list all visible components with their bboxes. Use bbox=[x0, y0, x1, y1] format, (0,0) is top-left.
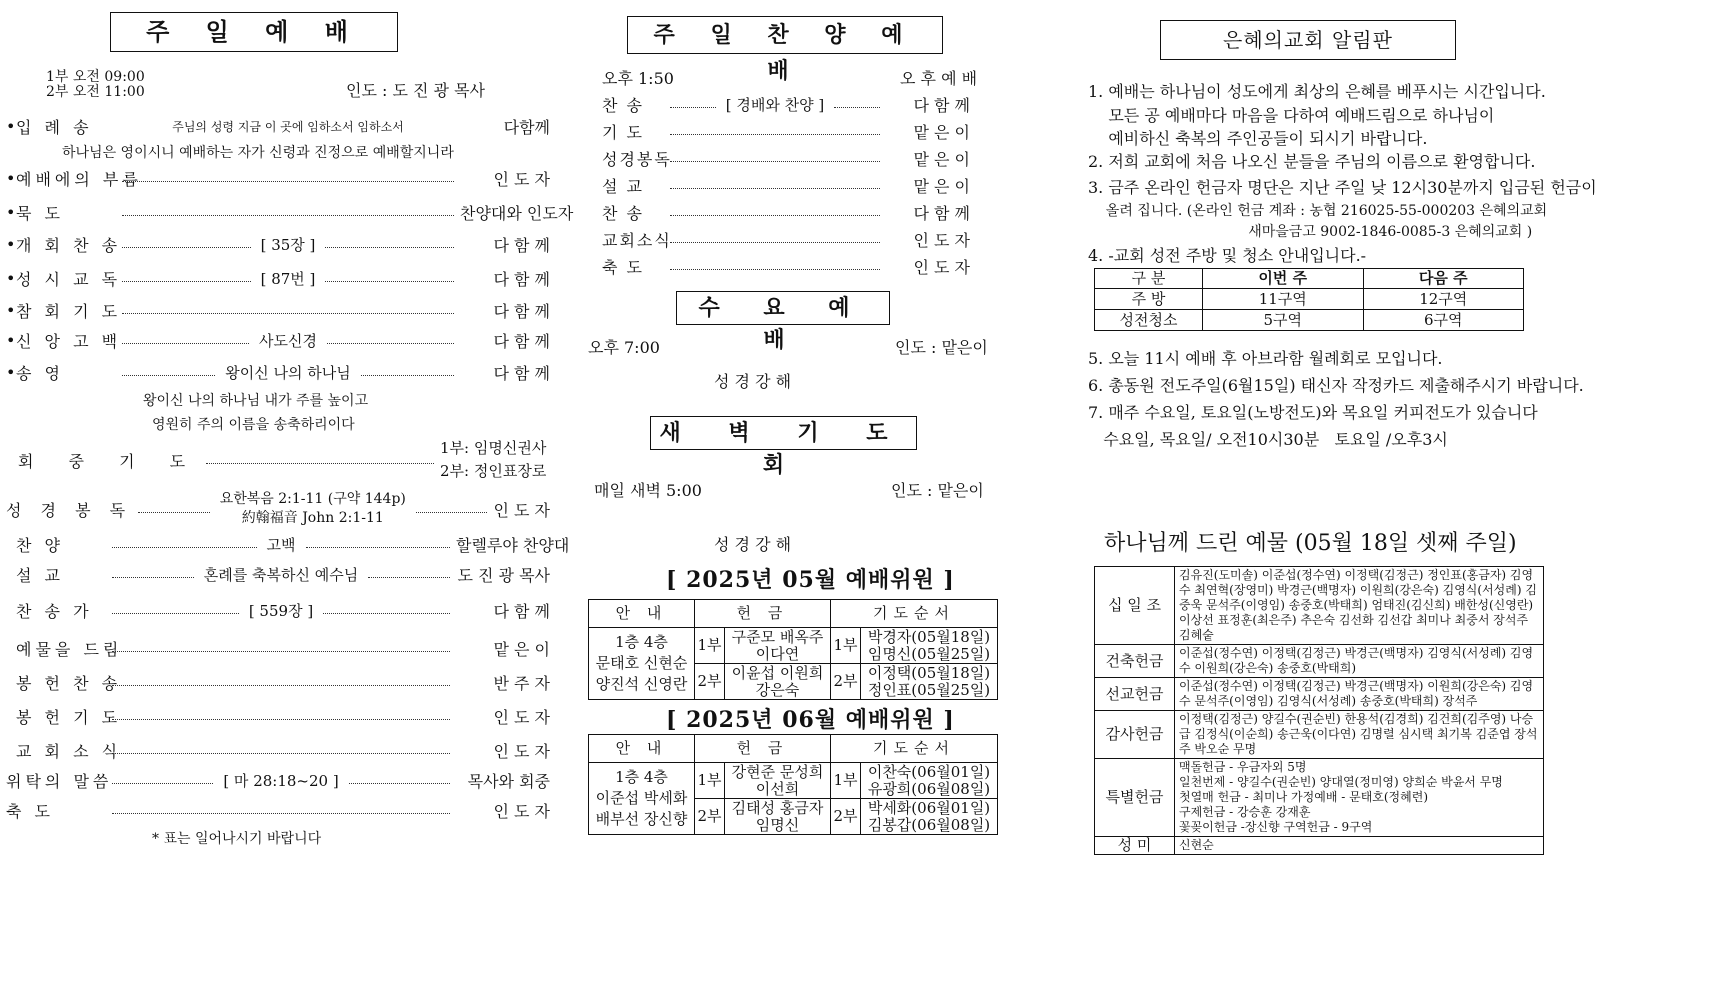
clean-cell: 성전청소 bbox=[1095, 310, 1203, 331]
prayer-cell: 박경자(05월18일) 임명신(05월25일) bbox=[861, 628, 998, 664]
part-cell: 1부 bbox=[695, 763, 725, 799]
order-item bbox=[6, 532, 570, 556]
order-item bbox=[6, 200, 574, 224]
dotted-leader bbox=[670, 188, 880, 189]
clean-cell: 주 방 bbox=[1095, 289, 1203, 310]
offering-row bbox=[1095, 645, 1544, 678]
order-label: 송 영 bbox=[16, 363, 64, 383]
header-prayer: 기도순서 bbox=[831, 600, 998, 628]
offering-type: 십 일 조 bbox=[1095, 567, 1175, 645]
order-item bbox=[6, 360, 550, 384]
order-item bbox=[6, 266, 550, 290]
part-cell: 2부 bbox=[695, 799, 725, 835]
order-who: 맡 은 이 bbox=[493, 639, 550, 659]
stand-marker: • bbox=[6, 330, 16, 350]
order-who: 인 도 자 bbox=[913, 230, 970, 250]
clean-cell: 12구역 bbox=[1363, 289, 1524, 310]
prayer-cell: 이정택(05월18일) 정인표(05월25일) bbox=[861, 664, 998, 700]
offering-names: 이준섭(정수연) 이정택(김정근) 박경근(백명자) 김영식(서성례) 김영수 이원희(강은숙) 송중호(박태희) bbox=[1175, 645, 1544, 678]
dotted-leader bbox=[416, 512, 488, 513]
order-content: 사도신경 bbox=[259, 331, 317, 350]
guide-line: 1층 4층 bbox=[615, 768, 668, 786]
offering-cell: 이윤섭 이원희 강은숙 bbox=[725, 664, 831, 700]
clean-cell: 11구역 bbox=[1203, 289, 1364, 310]
order-who: 인 도 자 bbox=[493, 500, 551, 520]
scripture-line-2: 約翰福音 John 2:1-11 bbox=[241, 510, 384, 526]
order-label: 축 도 bbox=[6, 801, 54, 821]
offering-names bbox=[1175, 759, 1544, 837]
header-offering: 헌 금 bbox=[695, 600, 831, 628]
order-label: 봉 헌 찬 송 bbox=[16, 673, 122, 693]
order-label: 위탁의 말씀 bbox=[6, 771, 113, 791]
offering-row bbox=[1095, 567, 1544, 645]
order-item bbox=[602, 119, 970, 143]
part-cell: 2부 bbox=[831, 799, 861, 835]
afternoon-column bbox=[588, 0, 1120, 989]
prayer-cell: 박세화(06월01일) 김봉갑(06월08일) bbox=[861, 799, 998, 835]
order-item bbox=[602, 227, 970, 251]
offering-names: 이준섭(정수연) 이정택(김정근) 박경근(백명자) 이원희(강은숙) 김영수 문석주(이영임) 김영식(서성례) 송중호(박태희) 장석주 bbox=[1175, 678, 1544, 711]
dotted-leader bbox=[122, 247, 251, 248]
part-cell: 2부 bbox=[831, 664, 861, 700]
order-who: 인 도 자 bbox=[493, 169, 550, 189]
order-label: 교회소식 bbox=[602, 230, 672, 250]
order-content: [ 경배와 찬양 ] bbox=[725, 95, 825, 114]
order-who: 인 도 자 bbox=[913, 257, 970, 277]
intro-verse: 하나님은 영이시니 예배하는 자가 신령과 진정으로 예배할지니라 bbox=[62, 145, 454, 161]
dotted-leader bbox=[361, 375, 454, 376]
header-prayer: 기도순서 bbox=[831, 735, 998, 763]
dotted-leader bbox=[670, 242, 880, 243]
stand-marker: • bbox=[6, 300, 16, 320]
order-label: 참 회 기 도 bbox=[16, 301, 122, 321]
offering-type: 특별헌금 bbox=[1095, 759, 1175, 837]
order-who: 반 주 자 bbox=[493, 673, 550, 693]
guide-line: 1층 4층 bbox=[615, 633, 668, 651]
order-item bbox=[602, 92, 970, 116]
offering-cell: 김태성 홍금자 임명신 bbox=[725, 799, 831, 835]
order-who: 다 함 께 bbox=[493, 331, 550, 351]
offerings-title: 하나님께 드린 예물 (05월 18일 셋째 주일) bbox=[1104, 531, 1517, 556]
order-who: 인 도 자 bbox=[493, 801, 550, 821]
order-content: [ 559장 ] bbox=[248, 601, 314, 620]
order-item bbox=[6, 670, 550, 694]
may-committee-title: [ 2025년 05월 예배위원 ] bbox=[666, 567, 955, 593]
guide-line: 문태호 신현순 bbox=[595, 654, 688, 672]
order-who: 다 함 께 bbox=[493, 269, 551, 289]
part-cell: 1부 bbox=[831, 628, 861, 664]
may-committee-table bbox=[588, 599, 998, 700]
order-who: 다 함 께 bbox=[493, 601, 550, 621]
order-label: 묵 도 bbox=[16, 203, 64, 223]
service-time-2: 2부 오전 11:00 bbox=[46, 84, 145, 100]
order-who: 다 함 께 bbox=[913, 95, 970, 115]
guide-line: 이준섭 박세화 bbox=[595, 789, 688, 807]
order-label: 예물을 드림 bbox=[16, 639, 123, 659]
order-label: 찬 양 bbox=[16, 535, 64, 555]
dotted-leader bbox=[323, 613, 450, 614]
notice-line: 5. 오늘 11시 예배 후 아브라함 월례회로 모입니다. bbox=[1088, 349, 1443, 368]
notice-line: 올려 집니다. (온라인 헌금 계좌 : 농협 216025-55-000203 은혜의교회 bbox=[1088, 203, 1548, 219]
order-label: 찬 송 bbox=[602, 203, 644, 223]
clean-cell: 5구역 bbox=[1203, 310, 1364, 331]
part-cell: 1부 bbox=[831, 763, 861, 799]
order-item bbox=[6, 232, 550, 256]
offering-names: 이정택(김정근) 양길수(권순빈) 한용석(김경희) 김건희(김주영) 나승급 김정식(이순희) 송근욱(이다연) 김명렬 심시택 최기복 김준엽 장석주 박오순 무명 bbox=[1175, 711, 1544, 759]
order-who: 찬양대와 인도자 bbox=[460, 203, 574, 223]
wednesday-time: 오후 7:00 bbox=[588, 338, 660, 357]
order-item bbox=[6, 636, 550, 660]
offering-line: 첫열매 헌금 - 최미나 가정예배 - 문태호(정혜련) bbox=[1179, 790, 1429, 804]
order-who: 다 함 께 bbox=[493, 363, 550, 383]
offering-type: 건축헌금 bbox=[1095, 645, 1175, 678]
order-who: 목사와 회중 bbox=[467, 771, 551, 791]
dotted-leader bbox=[138, 512, 210, 513]
order-who: 인 도 자 bbox=[493, 707, 550, 727]
sunday-service-title: 주 일 예 배 bbox=[110, 12, 398, 52]
offering-line: 구제헌금 - 강승훈 강재훈 bbox=[1179, 805, 1311, 819]
notice-line: 모든 공 예배마다 마음을 다하여 예배드림으로 하나님이 bbox=[1088, 106, 1495, 125]
notice-line: 새마을금고 9002-1846-0085-3 은혜의교회 ) bbox=[1088, 224, 1533, 240]
order-item bbox=[6, 598, 550, 622]
stand-marker: • bbox=[6, 362, 16, 382]
dotted-leader bbox=[112, 813, 450, 814]
dotted-leader bbox=[414, 129, 454, 130]
dotted-leader bbox=[112, 753, 450, 754]
header-guide: 안 내 bbox=[589, 735, 695, 763]
guide-line: 양진석 신영란 bbox=[595, 675, 688, 693]
order-label: 성 경 봉 독 bbox=[6, 500, 133, 520]
sunday-service-column bbox=[0, 0, 574, 989]
order-content: 고백 bbox=[266, 535, 296, 554]
dotted-leader bbox=[122, 375, 215, 376]
order-label: 회 중 기 도 bbox=[18, 451, 201, 471]
order-label: 개 회 찬 송 bbox=[16, 235, 122, 255]
order-label: 예배에의 부름 bbox=[16, 169, 142, 189]
order-who: 인 도 자 bbox=[493, 741, 550, 761]
cleaning-table bbox=[1094, 268, 1524, 331]
notice-line: 3. 금주 온라인 헌금자 명단은 지난 주일 낮 12시30분까지 입금된 헌금이 bbox=[1088, 178, 1597, 197]
wednesday-leader: 인도 : 맡은이 bbox=[895, 338, 988, 357]
prayer-cell: 이찬숙(06월01일) 유광희(06월08일) bbox=[861, 763, 998, 799]
clean-header: 이번 주 bbox=[1203, 269, 1364, 289]
order-who: 다 함 께 bbox=[493, 235, 551, 255]
order-who: 맡 은 이 bbox=[913, 122, 970, 142]
order-who: 다 함 께 bbox=[913, 203, 970, 223]
clean-header: 다음 주 bbox=[1363, 269, 1524, 289]
stand-marker: • bbox=[6, 116, 16, 136]
dotted-leader bbox=[306, 547, 451, 548]
order-label: 찬 송 bbox=[602, 95, 644, 115]
notice-line: 2. 저희 교회에 처음 나오신 분들을 주님의 이름으로 환영합니다. bbox=[1088, 152, 1536, 171]
praise-time: 오후 1:50 bbox=[602, 69, 674, 88]
dotted-leader bbox=[122, 215, 454, 216]
offering-names: 김유진(도미솔) 이준섭(정수연) 이정택(김정근) 정인표(홍금자) 김영수 최연혁(장영미) 박경근(백명자) 이원희(강은숙) 김영식(서성례) 김중욱 문석주(이영임) 송중호(박태희) 엄태진(김신희) 배한성(신영란) 이상선 표정훈(최은주) 추은숙 김선화 김선갑 최미나 최중서 장석주 김혜숱 bbox=[1175, 567, 1544, 645]
dotted-leader bbox=[349, 783, 450, 784]
notice-line: 예비하신 축복의 주인공들이 되시기 바랍니다. bbox=[1088, 129, 1428, 148]
offering-type: 선교헌금 bbox=[1095, 678, 1175, 711]
june-committee-table bbox=[588, 734, 998, 835]
dawn-content: 성 경 강 해 bbox=[714, 535, 792, 554]
prayer-who-1: 1부: 임명신권사 bbox=[440, 439, 547, 457]
offering-row bbox=[1095, 759, 1544, 837]
order-who: 맡 은 이 bbox=[913, 149, 970, 169]
offering-type: 성 미 bbox=[1095, 837, 1175, 855]
dotted-leader bbox=[206, 463, 434, 464]
order-content: [ 87번 ] bbox=[260, 269, 316, 288]
offering-row bbox=[1095, 837, 1544, 855]
dotted-leader bbox=[670, 107, 716, 108]
praise-service-name: 오 후 예 배 bbox=[900, 69, 978, 88]
order-label: 성 시 교 독 bbox=[16, 269, 122, 289]
order-label: 신 앙 고 백 bbox=[16, 331, 122, 351]
notice-line: 7. 매주 수요일, 토요일(노방전도)와 목요일 커피전도가 있습니다 bbox=[1088, 403, 1538, 422]
order-item bbox=[6, 166, 550, 190]
notice-line: 4. -교회 성전 주방 및 청소 안내입니다.- bbox=[1088, 246, 1367, 265]
dotted-leader bbox=[112, 719, 450, 720]
dotted-leader bbox=[122, 129, 162, 130]
offering-cell: 구준모 배옥주 이다연 bbox=[725, 628, 831, 664]
wednesday-service-title: 수 요 예 배 bbox=[676, 291, 890, 325]
order-label: 축 도 bbox=[602, 257, 644, 277]
order-label: 설 교 bbox=[16, 565, 64, 585]
order-content: 혼례를 축복하신 예수님 bbox=[203, 565, 359, 584]
order-who: 할렐루야 찬양대 bbox=[456, 535, 570, 555]
order-scripture bbox=[6, 491, 551, 526]
stand-marker: • bbox=[6, 234, 16, 254]
dotted-leader bbox=[122, 281, 251, 282]
order-item bbox=[6, 114, 550, 138]
dotted-leader bbox=[325, 281, 454, 282]
dotted-leader bbox=[834, 107, 880, 108]
scripture-line-1: 요한복음 2:1-11 (구약 144p) bbox=[219, 491, 406, 507]
order-label: 입 례 송 bbox=[16, 117, 93, 137]
order-label: 성경봉독 bbox=[602, 149, 672, 169]
offering-cell: 강현준 문성희 이선희 bbox=[725, 763, 831, 799]
order-item bbox=[602, 200, 970, 224]
clean-header: 구 분 bbox=[1095, 269, 1203, 289]
stand-marker: • bbox=[6, 202, 16, 222]
order-item bbox=[6, 768, 550, 792]
order-item bbox=[6, 704, 550, 728]
notice-line: 6. 총동원 전도주일(6월15일) 태신자 작정카드 제출해주시기 바랍니다. bbox=[1088, 376, 1584, 395]
order-who: 다 함 께 bbox=[493, 301, 550, 321]
dotted-leader bbox=[670, 269, 880, 270]
order-label: 봉 헌 기 도 bbox=[16, 707, 122, 727]
order-item bbox=[602, 146, 970, 170]
order-content: 왕이신 나의 하나님 bbox=[225, 363, 351, 382]
order-who: 다함께 bbox=[503, 117, 551, 137]
offerings-table bbox=[1094, 566, 1544, 855]
june-committee-title: [ 2025년 06월 예배위원 ] bbox=[666, 707, 955, 733]
hymn-line-1: 왕이신 나의 하나님 내가 주를 높이고 bbox=[143, 393, 369, 409]
notice-line: 수요일, 목요일/ 오전10시30분 토요일 /오후3시 bbox=[1088, 430, 1448, 449]
header-offering: 헌 금 bbox=[695, 735, 831, 763]
notice-column bbox=[1088, 0, 1734, 989]
header-guide: 안 내 bbox=[589, 600, 695, 628]
order-label: 교 회 소 식 bbox=[16, 741, 122, 761]
hymn-line-2: 영원히 주의 이름을 송축하리이다 bbox=[152, 417, 355, 433]
order-content: 주님의 성령 지금 이 곳에 임하소서 임하소서 bbox=[172, 119, 404, 134]
offering-line: 일천번제 - 양길수(권순빈) 양대열(정미영) 양희순 박윤서 무명 bbox=[1179, 775, 1503, 789]
order-who: 도 진 광 목사 bbox=[457, 565, 550, 585]
order-who: 맡 은 이 bbox=[913, 176, 970, 196]
dotted-leader bbox=[325, 247, 454, 248]
dotted-leader bbox=[112, 783, 213, 784]
dotted-leader bbox=[112, 651, 450, 652]
order-item bbox=[602, 254, 970, 278]
stand-marker: • bbox=[6, 268, 16, 288]
order-item bbox=[6, 562, 550, 586]
order-item bbox=[6, 298, 550, 322]
offering-line: 꽃꽂이헌금 -장신향 구역헌금 - 9구역 bbox=[1179, 820, 1373, 834]
order-label: 찬 송 가 bbox=[16, 601, 93, 621]
dotted-leader bbox=[368, 577, 450, 578]
part-cell: 1부 bbox=[695, 628, 725, 664]
service-time-1: 1부 오전 09:00 bbox=[46, 69, 145, 85]
dotted-leader bbox=[670, 215, 880, 216]
dotted-leader bbox=[122, 181, 454, 182]
dotted-leader bbox=[327, 343, 454, 344]
dotted-leader bbox=[122, 343, 249, 344]
dotted-leader bbox=[122, 313, 454, 314]
order-item bbox=[6, 798, 550, 822]
order-item bbox=[6, 328, 550, 352]
notice-line: 1. 예배는 하나님이 성도에게 최상의 은혜를 베푸시는 시간입니다. bbox=[1088, 82, 1546, 101]
stand-note: * 표는 일어나시기 바랍니다 bbox=[152, 831, 322, 847]
order-item bbox=[6, 738, 550, 762]
order-content: [ 마 28:18~20 ] bbox=[223, 771, 339, 790]
dotted-leader bbox=[112, 685, 450, 686]
wednesday-content: 성 경 강 해 bbox=[714, 372, 792, 391]
stand-marker: • bbox=[6, 168, 16, 188]
dotted-leader bbox=[670, 134, 880, 135]
offering-line: 맥돌헌금 - 우금자외 5명 bbox=[1179, 760, 1307, 774]
offering-row bbox=[1095, 711, 1544, 759]
prayer-who-2: 2부: 정인표장로 bbox=[440, 462, 547, 480]
order-label: 기 도 bbox=[602, 122, 644, 142]
service-leader: 인도 : 도 진 광 목사 bbox=[346, 81, 486, 100]
order-label: 설 교 bbox=[602, 176, 644, 196]
notice-board-title: 은혜의교회 알림판 bbox=[1160, 20, 1456, 60]
order-prayer bbox=[6, 439, 550, 480]
order-item bbox=[602, 173, 970, 197]
offering-names: 신현순 bbox=[1175, 837, 1544, 855]
dotted-leader bbox=[670, 161, 880, 162]
dawn-leader: 인도 : 맡은이 bbox=[891, 481, 984, 500]
dotted-leader bbox=[112, 577, 194, 578]
dotted-leader bbox=[112, 613, 239, 614]
dawn-time: 매일 새벽 5:00 bbox=[594, 481, 702, 500]
dotted-leader bbox=[112, 547, 257, 548]
offering-type: 감사헌금 bbox=[1095, 711, 1175, 759]
dawn-prayer-title: 새 벽 기 도 회 bbox=[650, 416, 917, 450]
order-content: [ 35장 ] bbox=[260, 235, 316, 254]
clean-cell: 6구역 bbox=[1363, 310, 1524, 331]
praise-service-title: 주 일 찬 양 예 배 bbox=[627, 16, 943, 54]
guide-line: 배부선 장신향 bbox=[595, 810, 688, 828]
offering-row bbox=[1095, 678, 1544, 711]
part-cell: 2부 bbox=[695, 664, 725, 700]
